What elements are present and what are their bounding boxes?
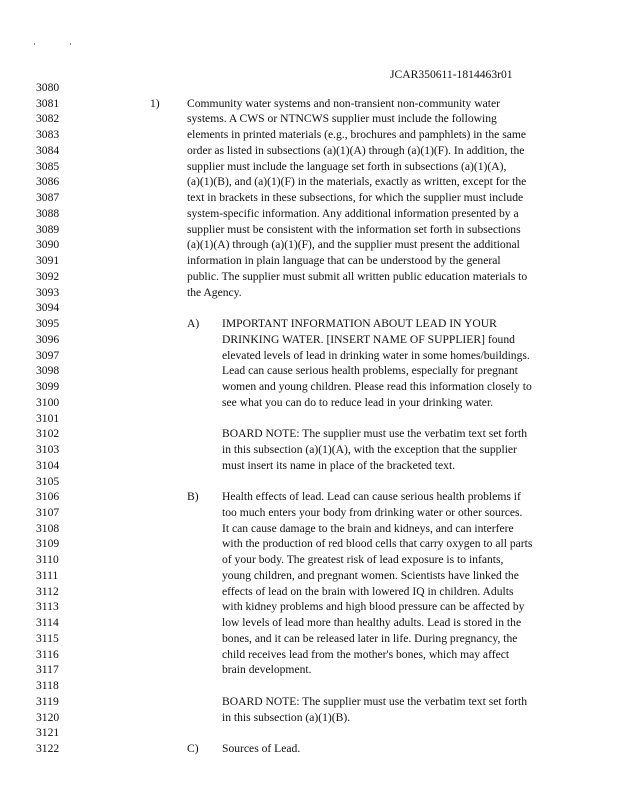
line-number: 3080: [36, 81, 60, 94]
line-text: BOARD NOTE: The supplier must use the verbatim text set forth: [222, 427, 528, 441]
line-number: 3093: [36, 285, 60, 299]
line-text: in this subsection (a)(1)(B).: [222, 710, 351, 724]
line-number: 3086: [36, 175, 60, 189]
line-text: Health effects of lead. Lead can cause serious health problems if: [222, 490, 521, 504]
line-number: 3085: [36, 159, 60, 173]
line-number: 3105: [36, 474, 60, 488]
line-text: supplier must include the language set forth in subsections (a)(1)(A),: [187, 159, 507, 173]
line-text: (a)(1)(A) through (a)(1)(F), and the supplier must present the additional: [187, 238, 520, 252]
line-number: 3114: [36, 616, 59, 630]
line-number: 3094: [36, 301, 60, 315]
line-number: 3100: [36, 395, 60, 409]
line-number: 3120: [36, 710, 60, 724]
document-id-header: JCAR350611-1814463r01: [390, 68, 513, 81]
line-text: BOARD NOTE: The supplier must use the verbatim text set forth: [222, 694, 528, 708]
line-number: 3095: [36, 317, 60, 331]
line-text: with the production of red blood cells that carry oxygen to all parts: [222, 537, 533, 551]
line-number: 3098: [36, 364, 60, 378]
item-label: C): [187, 742, 199, 756]
item-label: B): [187, 490, 199, 504]
line-number: 3121: [36, 726, 60, 740]
line-text: public. The supplier must submit all written public education materials to: [187, 269, 528, 283]
line-number: 3087: [36, 191, 60, 205]
line-text: brain development.: [222, 663, 312, 677]
line-text: too much enters your body from drinking water or other sources.: [222, 505, 523, 519]
line-text: It can cause damage to the brain and kidneys, and can interfere: [222, 521, 514, 535]
line-number: 3102: [36, 427, 60, 441]
line-text: bones, and it can be released later in life. During pregnancy, the: [222, 631, 518, 645]
line-text: system-specific information. Any additional information presented by a: [187, 206, 519, 220]
line-text: women and young children. Please read this information closely to: [222, 380, 532, 394]
line-number: 3109: [36, 537, 60, 551]
line-number: 3116: [36, 647, 59, 661]
line-text: (a)(1)(B), and (a)(1)(F) in the materials, exactly as written, except for the: [187, 175, 527, 189]
line-text: Community water systems and non-transient non-community water: [187, 96, 500, 110]
line-text: with kidney problems and high blood pressure can be affected by: [222, 600, 525, 614]
line-number: 3104: [36, 458, 60, 472]
item-label: 1): [150, 96, 160, 110]
line-number: 3084: [36, 143, 60, 157]
line-number: 3091: [36, 254, 60, 268]
line-number: 3090: [36, 238, 60, 252]
line-number: 3089: [36, 222, 60, 236]
line-number: 3119: [36, 694, 59, 708]
line-number: 3118: [36, 679, 59, 693]
line-number: 3110: [36, 553, 59, 567]
line-text: the Agency.: [187, 285, 242, 299]
line-number: 3101: [36, 411, 60, 425]
item-label: A): [187, 317, 200, 331]
scan-mark: [70, 43, 71, 45]
line-text: IMPORTANT INFORMATION ABOUT LEAD IN YOUR: [222, 317, 497, 331]
line-number: 3097: [36, 348, 60, 362]
line-number: 3107: [36, 505, 60, 519]
line-number: 3113: [36, 600, 59, 614]
line-text: supplier must be consistent with the information set forth in subsections: [187, 222, 521, 236]
line-text: order as listed in subsections (a)(1)(A) through (a)(1)(F). In addition, the: [187, 143, 525, 157]
line-number: 3092: [36, 269, 60, 283]
line-text: in this subsection (a)(1)(A), with the exception that the supplier: [222, 443, 517, 457]
line-text: elevated levels of lead in drinking water in some homes/buildings.: [222, 348, 530, 362]
line-text: child receives lead from the mother's bones, which may affect: [222, 647, 510, 661]
line-number: 3122: [36, 742, 60, 756]
line-number: 3117: [36, 663, 59, 677]
line-number: 3103: [36, 443, 60, 457]
scan-mark: [34, 43, 35, 45]
line-text: information in plain language that can be understood by the general: [187, 254, 501, 268]
line-number: 3108: [36, 521, 60, 535]
line-text: Lead can cause serious health problems, especially for pregnant: [222, 364, 518, 378]
line-number: 3112: [36, 584, 59, 598]
line-number: 3099: [36, 380, 60, 394]
line-text: elements in printed materials (e.g., brochures and pamphlets) in the same: [187, 128, 527, 142]
line-text: see what you can do to reduce lead in your drinking water.: [222, 395, 494, 409]
line-number: 3083: [36, 128, 60, 142]
line-text: of your body. The greatest risk of lead exposure is to infants,: [222, 553, 504, 567]
line-text: effects of lead on the brain with lowered IQ in children. Adults: [222, 584, 514, 598]
line-number: 3088: [36, 206, 60, 220]
line-number: 3111: [36, 568, 59, 582]
line-text: young children, and pregnant women. Scientists have linked the: [222, 568, 519, 582]
line-number: 3081: [36, 96, 60, 110]
line-number: 3115: [36, 631, 59, 645]
line-number: 3106: [36, 490, 60, 504]
line-text: systems. A CWS or NTNCWS supplier must include the following: [187, 112, 497, 126]
line-number: 3096: [36, 332, 60, 346]
line-text: low levels of lead more than healthy adults. Lead is stored in the: [222, 616, 522, 630]
line-text: must insert its name in place of the bracketed text.: [222, 458, 456, 472]
line-number: 3082: [36, 112, 60, 126]
line-text: text in brackets in these subsections, for which the supplier must include: [187, 191, 524, 205]
line-text: Sources of Lead.: [222, 742, 301, 756]
line-text: DRINKING WATER. [INSERT NAME OF SUPPLIER] found: [222, 332, 515, 346]
